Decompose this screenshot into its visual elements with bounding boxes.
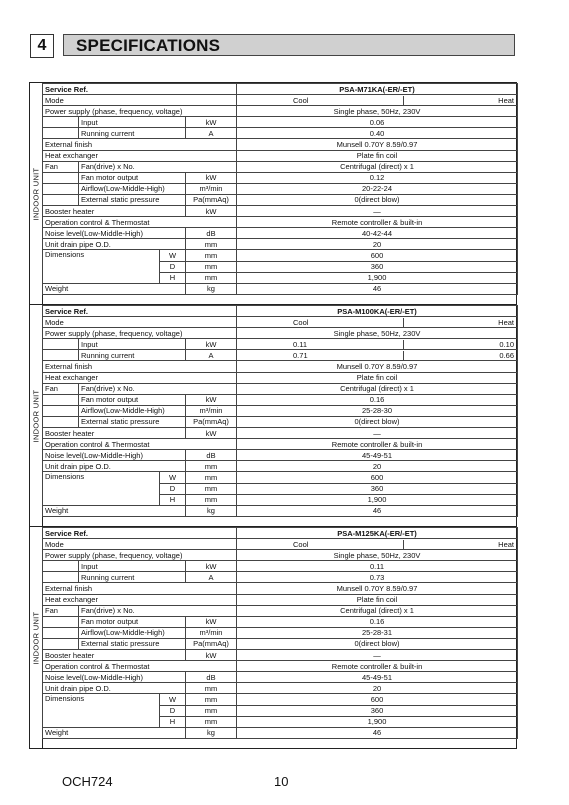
dimension-axis-label: D <box>160 261 186 272</box>
drain-pipe-value: 20 <box>237 461 518 472</box>
weight-value: 46 <box>237 283 518 294</box>
fan-drive-label: Fan(drive) x No. <box>79 605 237 616</box>
section-title: SPECIFICATIONS <box>63 34 515 56</box>
unit-kg: kg <box>186 727 237 738</box>
unit-pressure: Pa(mmAq) <box>186 416 237 427</box>
external-finish-value: Munsell 0.70Y 8.59/0.97 <box>237 139 518 150</box>
input-values <box>237 339 518 350</box>
unit-db: dB <box>186 450 237 461</box>
operation-control-value: Remote controller & built-in <box>237 439 518 450</box>
heat-exchanger-label: Heat exchanger <box>43 594 237 605</box>
dimension-value: 360 <box>237 261 518 272</box>
table-row <box>43 505 518 516</box>
noise-level-value: 45-49-51 <box>237 450 518 461</box>
side-label-text: INDOOR UNIT <box>31 611 41 664</box>
fan-motor-label: Fan motor output <box>79 394 186 405</box>
fan-label: Fan <box>43 605 79 616</box>
service-ref-label: Service Ref. <box>43 84 237 95</box>
mode-label: Mode <box>43 317 237 328</box>
table-row <box>43 328 518 339</box>
table-row <box>43 650 518 661</box>
table-row <box>43 439 518 450</box>
dimension-axis-label: D <box>160 483 186 494</box>
table-row <box>43 694 518 705</box>
spec-table <box>42 305 518 517</box>
external-finish-value: Munsell 0.70Y 8.59/0.97 <box>237 583 518 594</box>
unit-db: dB <box>186 228 237 239</box>
unit-mm: mm <box>186 461 237 472</box>
drain-pipe-value: 20 <box>237 683 518 694</box>
booster-heater-label: Booster heater <box>43 650 186 661</box>
static-pressure-label: External static pressure <box>79 194 186 205</box>
noise-level-label: Noise level(Low-Middle-High) <box>43 228 186 239</box>
table-row <box>43 416 518 427</box>
unit-a: A <box>186 572 237 583</box>
table-row <box>43 472 518 483</box>
noise-level-value: 45-49-51 <box>237 672 518 683</box>
unit-mm: mm <box>186 250 237 261</box>
fan-motor-value: 0.16 <box>237 394 518 405</box>
fan-drive-label: Fan(drive) x No. <box>79 383 237 394</box>
current-values-split <box>237 351 517 360</box>
input-label: Input <box>79 117 186 128</box>
unit-kw: kW <box>186 394 237 405</box>
unit-mm: mm <box>186 694 237 705</box>
page-number: 10 <box>274 774 289 789</box>
power-supply-value: Single phase, 50Hz, 230V <box>237 328 518 339</box>
indent-cell <box>43 183 79 194</box>
unit-pressure: Pa(mmAq) <box>186 638 237 649</box>
dimension-value: 600 <box>237 694 518 705</box>
unit-mm: mm <box>186 705 237 716</box>
indent-cell <box>43 616 79 627</box>
table-row <box>43 405 518 416</box>
operation-control-value: Remote controller & built-in <box>237 217 518 228</box>
mode-values-split <box>237 96 517 105</box>
dimension-axis-label: H <box>160 272 186 283</box>
noise-level-label: Noise level(Low-Middle-High) <box>43 450 186 461</box>
airflow-label: Airflow(Low-Middle-High) <box>79 627 186 638</box>
unit-airflow: m³/min <box>186 183 237 194</box>
weight-value: 46 <box>237 505 518 516</box>
operation-control-label: Operation control & Thermostat <box>43 661 237 672</box>
service-ref-label: Service Ref. <box>43 306 237 317</box>
table-row <box>43 106 518 117</box>
mode-values <box>237 317 518 328</box>
dimension-value: 360 <box>237 705 518 716</box>
table-row <box>43 306 518 317</box>
input-values-cool: 0.11 <box>237 340 404 349</box>
table-row <box>43 228 518 239</box>
unit-kg: kg <box>186 283 237 294</box>
static-pressure-value: 0(direct blow) <box>237 416 518 427</box>
static-pressure-label: External static pressure <box>79 416 186 427</box>
table-row <box>43 428 518 439</box>
mode-values-cool: Cool <box>237 96 404 105</box>
airflow-value: 25-28-31 <box>237 627 518 638</box>
power-supply-label: Power supply (phase, frequency, voltage) <box>43 550 237 561</box>
section-number: 4 <box>30 34 54 58</box>
table-row <box>43 561 518 572</box>
model-ref: PSA-M100KA(-ER/-ET) <box>237 306 518 317</box>
section-header <box>30 34 517 58</box>
model-ref: PSA-M125KA(-ER/-ET) <box>237 528 518 539</box>
operation-control-value: Remote controller & built-in <box>237 661 518 672</box>
table-row <box>43 638 518 649</box>
current-values <box>237 350 518 361</box>
side-label-text: INDOOR UNIT <box>31 389 41 442</box>
static-pressure-label: External static pressure <box>79 638 186 649</box>
table-row <box>43 361 518 372</box>
fan-label: Fan <box>43 161 79 172</box>
dimension-axis-label: D <box>160 705 186 716</box>
input-label: Input <box>79 561 186 572</box>
indent-cell <box>43 405 79 416</box>
booster-heater-value: — <box>237 650 518 661</box>
external-finish-label: External finish <box>43 583 237 594</box>
unit-mm: mm <box>186 239 237 250</box>
table-row <box>43 250 518 261</box>
spec-table <box>42 527 518 739</box>
table-row <box>43 372 518 383</box>
unit-db: dB <box>186 672 237 683</box>
external-finish-label: External finish <box>43 139 237 150</box>
side-label-text: INDOOR UNIT <box>31 167 41 220</box>
static-pressure-value: 0(direct blow) <box>237 638 518 649</box>
booster-heater-value: — <box>237 206 518 217</box>
indent-cell <box>43 416 79 427</box>
mode-values-cool: Cool <box>237 540 404 549</box>
table-row <box>43 183 518 194</box>
table-row <box>43 283 518 294</box>
table-row <box>43 84 518 95</box>
spec-table <box>42 83 518 295</box>
table-row <box>43 95 518 106</box>
mode-values <box>237 95 518 106</box>
heat-exchanger-label: Heat exchanger <box>43 150 237 161</box>
table-row <box>43 605 518 616</box>
table-row <box>43 727 518 738</box>
unit-mm: mm <box>186 272 237 283</box>
unit-mm: mm <box>186 472 237 483</box>
indent-cell <box>43 561 79 572</box>
input-value: 0.11 <box>237 561 518 572</box>
power-supply-value: Single phase, 50Hz, 230V <box>237 550 518 561</box>
airflow-label: Airflow(Low-Middle-High) <box>79 405 186 416</box>
indent-cell <box>43 627 79 638</box>
indent-cell <box>43 128 79 139</box>
indent-cell <box>43 339 79 350</box>
dimension-axis-label: H <box>160 716 186 727</box>
booster-heater-label: Booster heater <box>43 428 186 439</box>
indent-cell <box>43 194 79 205</box>
table-row <box>43 172 518 183</box>
mode-values-heat: Heat <box>498 539 515 549</box>
spec-table-block <box>29 82 517 305</box>
unit-kw: kW <box>186 428 237 439</box>
table-row <box>43 672 518 683</box>
noise-level-label: Noise level(Low-Middle-High) <box>43 672 186 683</box>
table-row <box>43 394 518 405</box>
indent-cell <box>43 350 79 361</box>
dimension-value: 600 <box>237 472 518 483</box>
dimension-value: 1,900 <box>237 272 518 283</box>
table-row <box>43 683 518 694</box>
spec-table-block <box>29 526 517 749</box>
table-row <box>43 350 518 361</box>
current-values-cool: 0.71 <box>237 351 404 360</box>
fan-drive-value: Centrifugal (direct) x 1 <box>237 605 518 616</box>
power-supply-label: Power supply (phase, frequency, voltage) <box>43 106 237 117</box>
drain-pipe-value: 20 <box>237 239 518 250</box>
dimensions-label: Dimensions <box>43 250 160 283</box>
indent-cell <box>43 117 79 128</box>
table-row <box>43 616 518 627</box>
fan-drive-value: Centrifugal (direct) x 1 <box>237 161 518 172</box>
indent-cell <box>43 572 79 583</box>
table-row <box>43 550 518 561</box>
operation-control-label: Operation control & Thermostat <box>43 439 237 450</box>
fan-motor-label: Fan motor output <box>79 616 186 627</box>
unit-kw: kW <box>186 650 237 661</box>
airflow-value: 20-22-24 <box>237 183 518 194</box>
fan-motor-value: 0.16 <box>237 616 518 627</box>
dimension-axis-label: W <box>160 472 186 483</box>
dimension-value: 360 <box>237 483 518 494</box>
mode-values-heat: Heat <box>498 317 515 327</box>
table-row <box>43 139 518 150</box>
table-row <box>43 161 518 172</box>
power-supply-label: Power supply (phase, frequency, voltage) <box>43 328 237 339</box>
mode-values-cool: Cool <box>237 318 404 327</box>
unit-mm: mm <box>186 483 237 494</box>
unit-airflow: m³/min <box>186 627 237 638</box>
unit-kw: kW <box>186 117 237 128</box>
table-row <box>43 539 518 550</box>
unit-kg: kg <box>186 505 237 516</box>
drain-pipe-label: Unit drain pipe O.D. <box>43 239 186 250</box>
external-finish-value: Munsell 0.70Y 8.59/0.97 <box>237 361 518 372</box>
table-row <box>43 583 518 594</box>
running-current-label: Running current <box>79 128 186 139</box>
table-row <box>43 206 518 217</box>
fan-drive-label: Fan(drive) x No. <box>79 161 237 172</box>
mode-values <box>237 539 518 550</box>
dimension-axis-label: W <box>160 250 186 261</box>
table-row <box>43 117 518 128</box>
drain-pipe-label: Unit drain pipe O.D. <box>43 683 186 694</box>
input-label: Input <box>79 339 186 350</box>
unit-kw: kW <box>186 339 237 350</box>
weight-label: Weight <box>43 727 186 738</box>
unit-a: A <box>186 128 237 139</box>
table-row <box>43 627 518 638</box>
mode-values-heat: Heat <box>498 95 515 105</box>
unit-mm: mm <box>186 683 237 694</box>
unit-mm: mm <box>186 261 237 272</box>
fan-motor-label: Fan motor output <box>79 172 186 183</box>
external-finish-label: External finish <box>43 361 237 372</box>
current-values-heat: 0.66 <box>499 350 515 360</box>
mode-label: Mode <box>43 539 237 550</box>
static-pressure-value: 0(direct blow) <box>237 194 518 205</box>
model-ref: PSA-M71KA(-ER/-ET) <box>237 84 518 95</box>
dimension-value: 1,900 <box>237 716 518 727</box>
unit-kw: kW <box>186 172 237 183</box>
unit-kw: kW <box>186 616 237 627</box>
table-row <box>43 194 518 205</box>
input-value: 0.06 <box>237 117 518 128</box>
table-row <box>43 339 518 350</box>
unit-kw: kW <box>186 561 237 572</box>
indent-cell <box>43 638 79 649</box>
dimension-value: 600 <box>237 250 518 261</box>
weight-value: 46 <box>237 727 518 738</box>
heat-exchanger-value: Plate fin coil <box>237 372 518 383</box>
table-row <box>43 572 518 583</box>
indent-cell <box>43 394 79 405</box>
airflow-value: 25-28-30 <box>237 405 518 416</box>
table-row <box>43 661 518 672</box>
drain-pipe-label: Unit drain pipe O.D. <box>43 461 186 472</box>
heat-exchanger-value: Plate fin coil <box>237 150 518 161</box>
weight-label: Weight <box>43 283 186 294</box>
heat-exchanger-value: Plate fin coil <box>237 594 518 605</box>
power-supply-value: Single phase, 50Hz, 230V <box>237 106 518 117</box>
mode-label: Mode <box>43 95 237 106</box>
unit-mm: mm <box>186 716 237 727</box>
noise-level-value: 40-42-44 <box>237 228 518 239</box>
unit-airflow: m³/min <box>186 405 237 416</box>
fan-drive-value: Centrifugal (direct) x 1 <box>237 383 518 394</box>
dimension-value: 1,900 <box>237 494 518 505</box>
running-current-value: 0.40 <box>237 128 518 139</box>
spec-table-block <box>29 304 517 527</box>
table-row <box>43 528 518 539</box>
indent-cell <box>43 172 79 183</box>
input-values-heat: 0.10 <box>499 339 515 349</box>
unit-a: A <box>186 350 237 361</box>
table-row <box>43 217 518 228</box>
document-code: OCH724 <box>62 774 113 789</box>
dimensions-label: Dimensions <box>43 694 160 727</box>
mode-values-split <box>237 540 517 549</box>
table-row <box>43 450 518 461</box>
airflow-label: Airflow(Low-Middle-High) <box>79 183 186 194</box>
running-current-label: Running current <box>79 572 186 583</box>
operation-control-label: Operation control & Thermostat <box>43 217 237 228</box>
input-values-split <box>237 340 517 349</box>
running-current-value: 0.73 <box>237 572 518 583</box>
dimension-axis-label: H <box>160 494 186 505</box>
heat-exchanger-label: Heat exchanger <box>43 372 237 383</box>
fan-label: Fan <box>43 383 79 394</box>
table-row <box>43 239 518 250</box>
booster-heater-value: — <box>237 428 518 439</box>
weight-label: Weight <box>43 505 186 516</box>
dimensions-label: Dimensions <box>43 472 160 505</box>
table-row <box>43 317 518 328</box>
unit-mm: mm <box>186 494 237 505</box>
table-row <box>43 594 518 605</box>
table-row <box>43 128 518 139</box>
service-ref-label: Service Ref. <box>43 528 237 539</box>
mode-values-split <box>237 318 517 327</box>
table-row <box>43 150 518 161</box>
booster-heater-label: Booster heater <box>43 206 186 217</box>
table-row <box>43 461 518 472</box>
running-current-label: Running current <box>79 350 186 361</box>
table-row <box>43 383 518 394</box>
fan-motor-value: 0.12 <box>237 172 518 183</box>
unit-kw: kW <box>186 206 237 217</box>
dimension-axis-label: W <box>160 694 186 705</box>
unit-pressure: Pa(mmAq) <box>186 194 237 205</box>
